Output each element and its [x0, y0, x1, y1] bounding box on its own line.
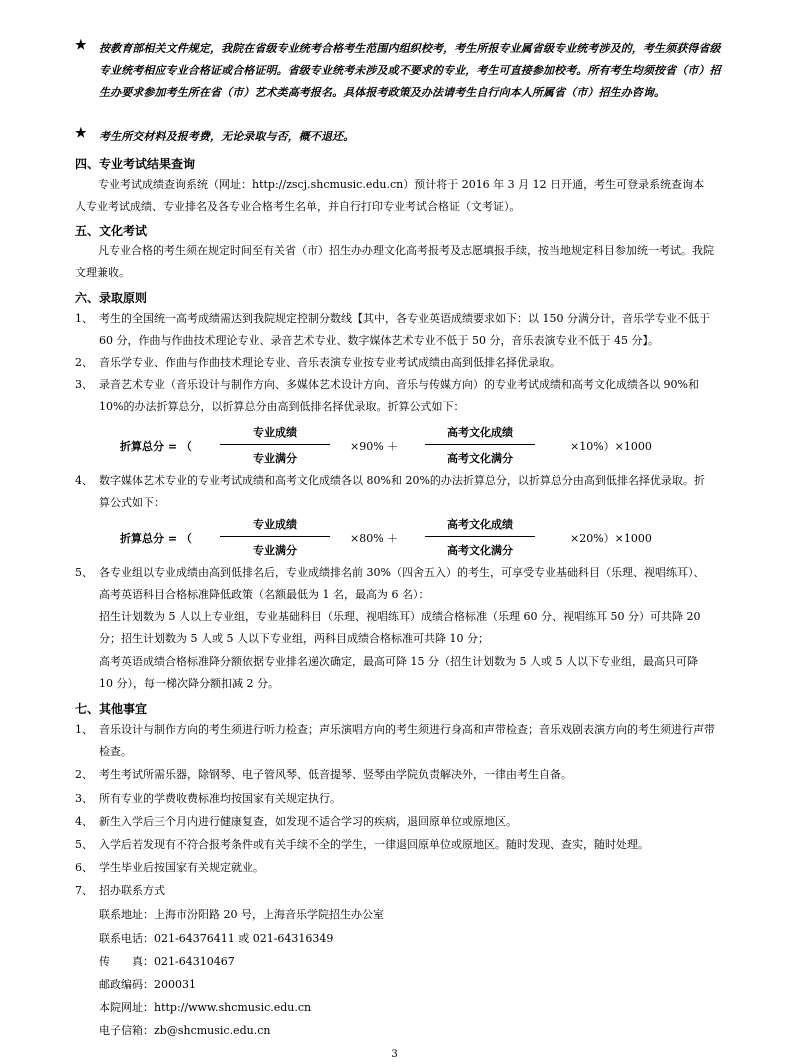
numerator: 高考文化成绩: [447, 426, 513, 439]
formula-90-10: [120, 424, 680, 470]
section-heading: 四、专业考试结果查询: [75, 157, 196, 171]
fraction-bar: [425, 444, 535, 445]
list-text: 入学后若发现有不符合报考条件或有关手续不全的学生，一律退回原单位或原地区。随时发现、查实，随时处理。: [99, 838, 649, 851]
contact-address: 联系地址：上海市汾阳路 20 号，上海音乐学院招生办公室: [99, 908, 384, 921]
denominator: 专业满分: [253, 544, 297, 557]
list-number: 7、: [75, 884, 93, 897]
section-body: 专业考试成绩查询系统（网址：http://zscj.shcmusic.edu.cn）预计将于 2016 年 3 月 12 日开通，考生可登录系统查询本人专业考试成绩、专业排名及各专业合格考生名单，并自行打印专业考试合格证（文考证）。: [75, 178, 705, 213]
formula-lead: 折算总分 = （: [120, 532, 192, 545]
list-text: 高考英语成绩合格标准降分额依据专业排名递次确定，最高可降 15 分（招生计划数为 5 人或 5 人以下专业组，最高只可降 10 分），每一梯次降分额扣减 2 分。: [99, 655, 698, 690]
list-number: 2、: [75, 768, 93, 781]
formula-80-20: [120, 516, 680, 562]
list-item: [75, 857, 715, 879]
list-text: 音乐学专业、作曲与作曲技术理论专业、音乐表演专业按专业考试成绩由高到低排名择优录取。: [99, 356, 561, 369]
notice-item: [75, 38, 725, 103]
list-text: 学生毕业后按国家有关规定就业。: [99, 861, 264, 874]
list-number: 5、: [75, 566, 93, 579]
list-text: 招生计划数为 5 人以上专业组，专业基础科目（乐理、视唱练耳）成绩合格标准（乐理 60 分、视唱练耳 50 分）可共降 20 分；招生计划数为 5 人或 5 人以下专业组，两科目成绩合格标准可共降 10 分；: [99, 610, 701, 645]
list-item: [75, 562, 715, 606]
contact-email[interactable]: 电子信箱：zb@shcmusic.edu.cn: [99, 1024, 271, 1037]
list-number: 1、: [75, 723, 93, 736]
section-heading: 六、录取原则: [75, 291, 148, 305]
denominator: 高考文化满分: [447, 544, 513, 557]
list-item: [75, 606, 715, 650]
section-body: 凡专业合格的考生须在规定时间至有关省（市）招生办办理文化高考报考及志愿填报手续，按当地规定科目参加统一考试。我院文理兼收。: [75, 244, 714, 279]
section-heading: 七、其他事宜: [75, 702, 148, 716]
list-item: [75, 470, 715, 514]
list-number: 3、: [75, 378, 93, 391]
list-item: [75, 374, 715, 418]
list-text: 音乐设计与制作方向的考生须进行听力检查；声乐演唱方向的考生须进行身高和声带检查；音乐戏剧表演方向的考生须进行声带检查。: [99, 723, 715, 758]
numerator: 专业成绩: [253, 518, 297, 531]
denominator: 专业满分: [253, 452, 297, 465]
list-number: 5、: [75, 838, 93, 851]
list-text: 考生考试所需乐器，除钢琴、电子管风琴、低音提琴、竖琴由学院负责解决外，一律由考生自备。: [99, 768, 572, 781]
list-number: 3、: [75, 792, 93, 805]
star-icon: ★: [75, 38, 87, 53]
contact-fax: 传 真：021-64310467: [99, 955, 235, 968]
list-text: 招办联系方式: [99, 884, 165, 897]
list-text: 数字媒体艺术专业的专业考试成绩和高考文化成绩各以 80%和 20%的办法折算总分，以折算总分由高到低排名择优录取。折算公式如下：: [99, 474, 705, 509]
list-item: [75, 834, 715, 856]
notice-text: 按教育部相关文件规定，我院在省级专业统考合格考生范围内组织校考，考生所报专业属省级专业统考涉及的，考生须获得省级专业统考相应专业合格证或合格证明。省级专业统考未涉及或不要求的专业，考生可直接参加校考。所有考生均须按省（市）招生办要求参加考生所在省（市）艺术类高考报名。具体报考政策及办法请考生自行向本人所属省（市）招生办咨询。: [99, 42, 721, 99]
list-text: 所有专业的学费收费标准均按国家有关规定执行。: [99, 792, 341, 805]
fraction-bar: [220, 444, 330, 445]
list-item: [75, 764, 715, 786]
notice-item: [75, 126, 725, 148]
notice-text: 考生所交材料及报考费，无论录取与否，概不退还。: [99, 130, 355, 143]
list-number: 2、: [75, 356, 93, 369]
fraction-bar: [220, 536, 330, 537]
formula-tail: ×20%）×1000: [570, 532, 652, 545]
list-text: 各专业组以专业成绩由高到低排名后，专业成绩排名前 30%（四舍五入）的考生，可享受专业基础科目（乐理、视唱练耳）、高考英语科目合格标准降低政策（名额最低为 1 名，最高为 6 名）：: [99, 566, 705, 601]
list-text: 新生入学后三个月内进行健康复查，如发现不适合学习的疾病，退回原单位或原地区。: [99, 815, 517, 828]
list-number: 1、: [75, 312, 93, 325]
page-number: 3: [391, 1049, 398, 1060]
formula-mid: ×90% ＋: [350, 440, 399, 453]
contact-phone: 联系电话：021-64376411 或 021-64316349: [99, 932, 334, 945]
list-text: 考生的全国统一高考成绩需达到我院规定控制分数线【其中，各专业英语成绩要求如下：以 150 分满分计，音乐学专业不低于 60 分，作曲与作曲技术理论专业、录音艺术专业、数字媒体艺术专业不低于 50 分，音乐表演专业不低于 45 分】。: [99, 312, 710, 347]
list-item: [75, 788, 715, 810]
section-heading: 五、文化考试: [75, 224, 148, 238]
list-item: [75, 352, 715, 374]
list-text: 录音艺术专业（音乐设计与制作方向、多媒体艺术设计方向、音乐与传媒方向）的专业考试成绩和高考文化成绩各以 90%和 10%的办法折算总分，以折算总分由高到低排名择优录取。折算公式如下：: [99, 378, 699, 413]
list-number: 4、: [75, 474, 93, 487]
numerator: 专业成绩: [253, 426, 297, 439]
contact-website[interactable]: 本院网址：http://www.shcmusic.edu.cn: [99, 1001, 312, 1014]
list-number: 6、: [75, 861, 93, 874]
formula-lead: 折算总分 = （: [120, 440, 192, 453]
list-item: [75, 308, 715, 352]
fraction-bar: [425, 536, 535, 537]
formula-tail: ×10%）×1000: [570, 440, 652, 453]
formula-mid: ×80% ＋: [350, 532, 399, 545]
list-item: [75, 651, 715, 695]
list-item: [75, 880, 715, 902]
list-number: 4、: [75, 815, 93, 828]
star-icon: ★: [75, 126, 87, 141]
denominator: 高考文化满分: [447, 452, 513, 465]
list-item: [75, 811, 715, 833]
list-item: [75, 719, 715, 763]
numerator: 高考文化成绩: [447, 518, 513, 531]
contact-postcode: 邮政编码：200031: [99, 978, 196, 991]
